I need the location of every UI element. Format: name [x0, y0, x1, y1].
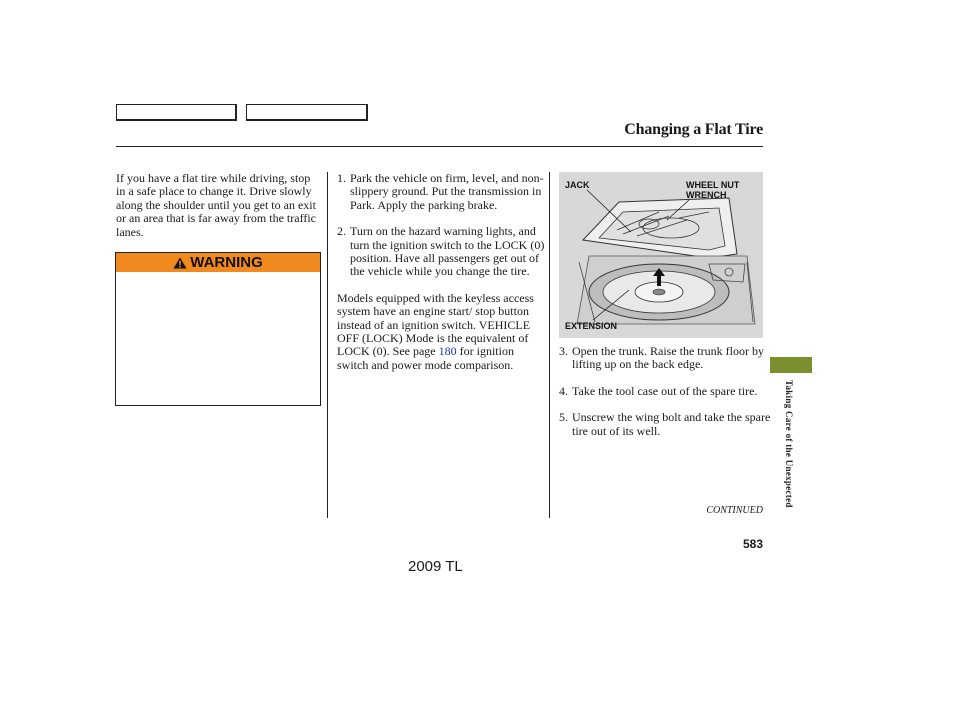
list-item: [337, 225, 545, 279]
page-180-link[interactable]: 180: [438, 344, 457, 359]
step-number: 4.: [559, 383, 568, 398]
section-tab[interactable]: [770, 357, 812, 373]
step-number: 2.: [337, 224, 346, 239]
footer-model: 2009 TL: [408, 558, 463, 575]
intro-column: [116, 172, 321, 239]
trunk-illustration: [559, 172, 763, 338]
section-tab-label: Taking Care of the Unexpected: [784, 380, 794, 508]
warning-header: [116, 253, 320, 272]
nav-button-index[interactable]: [246, 104, 368, 121]
extension-label: EXTENSION: [565, 321, 618, 331]
list-item: [559, 345, 771, 372]
wheel-nut-wrench-label: WHEEL NUT WRENCH: [686, 180, 740, 200]
keyless-note: [337, 292, 545, 372]
column-divider: [327, 172, 328, 518]
list-item: [559, 385, 771, 398]
step-number: 5.: [559, 410, 568, 425]
jack-label: JACK: [565, 180, 590, 190]
list-item: [559, 411, 771, 438]
warning-triangle-icon: [173, 257, 187, 269]
page-title: Changing a Flat Tire: [624, 121, 763, 138]
title-rule: [116, 146, 763, 147]
steps-column: [337, 172, 545, 372]
step-text: Open the trunk. Raise the trunk floor by lifting up on the back edge.: [572, 344, 764, 372]
step-text: Turn on the hazard warning lights, and turn the ignition switch to the LOCK (0) position. Have all passengers get out of the vehicle while you change the tire.: [350, 224, 545, 279]
list-item: [337, 172, 545, 212]
step-number: 3.: [559, 344, 568, 358]
warning-label: WARNING: [190, 254, 263, 271]
note-text-end: for ignition switch and power mode comparison.: [337, 344, 514, 372]
step-number: 1.: [337, 171, 346, 185]
step-text: Unscrew the wing bolt and take the spare tire out of its well.: [572, 410, 771, 438]
page-number: 583: [742, 537, 763, 551]
step-text: Take the tool case out of the spare tire.: [572, 383, 758, 398]
intro-text: If you have a flat tire while driving, stop in a safe place to change it. Drive slowly along the shoulder until you get to an exit or an area that is far away from the traffic lanes.: [116, 171, 317, 239]
warning-box: [115, 252, 321, 406]
continued-label: CONTINUED: [706, 505, 763, 516]
note-text: Models equipped with the keyless access system have an engine start/ stop button instead of an ignition switch. VEHICLE OFF (LOCK) Mode is the equivalent of LOCK (0). See page: [337, 290, 534, 359]
step-text: Park the vehicle on firm, level, and non-slippery ground. Put the transmission in Park. Apply the parking brake.: [350, 171, 544, 212]
steps-column-right: [559, 345, 771, 438]
column-divider: [549, 172, 550, 518]
nav-button-contents[interactable]: [116, 104, 237, 121]
